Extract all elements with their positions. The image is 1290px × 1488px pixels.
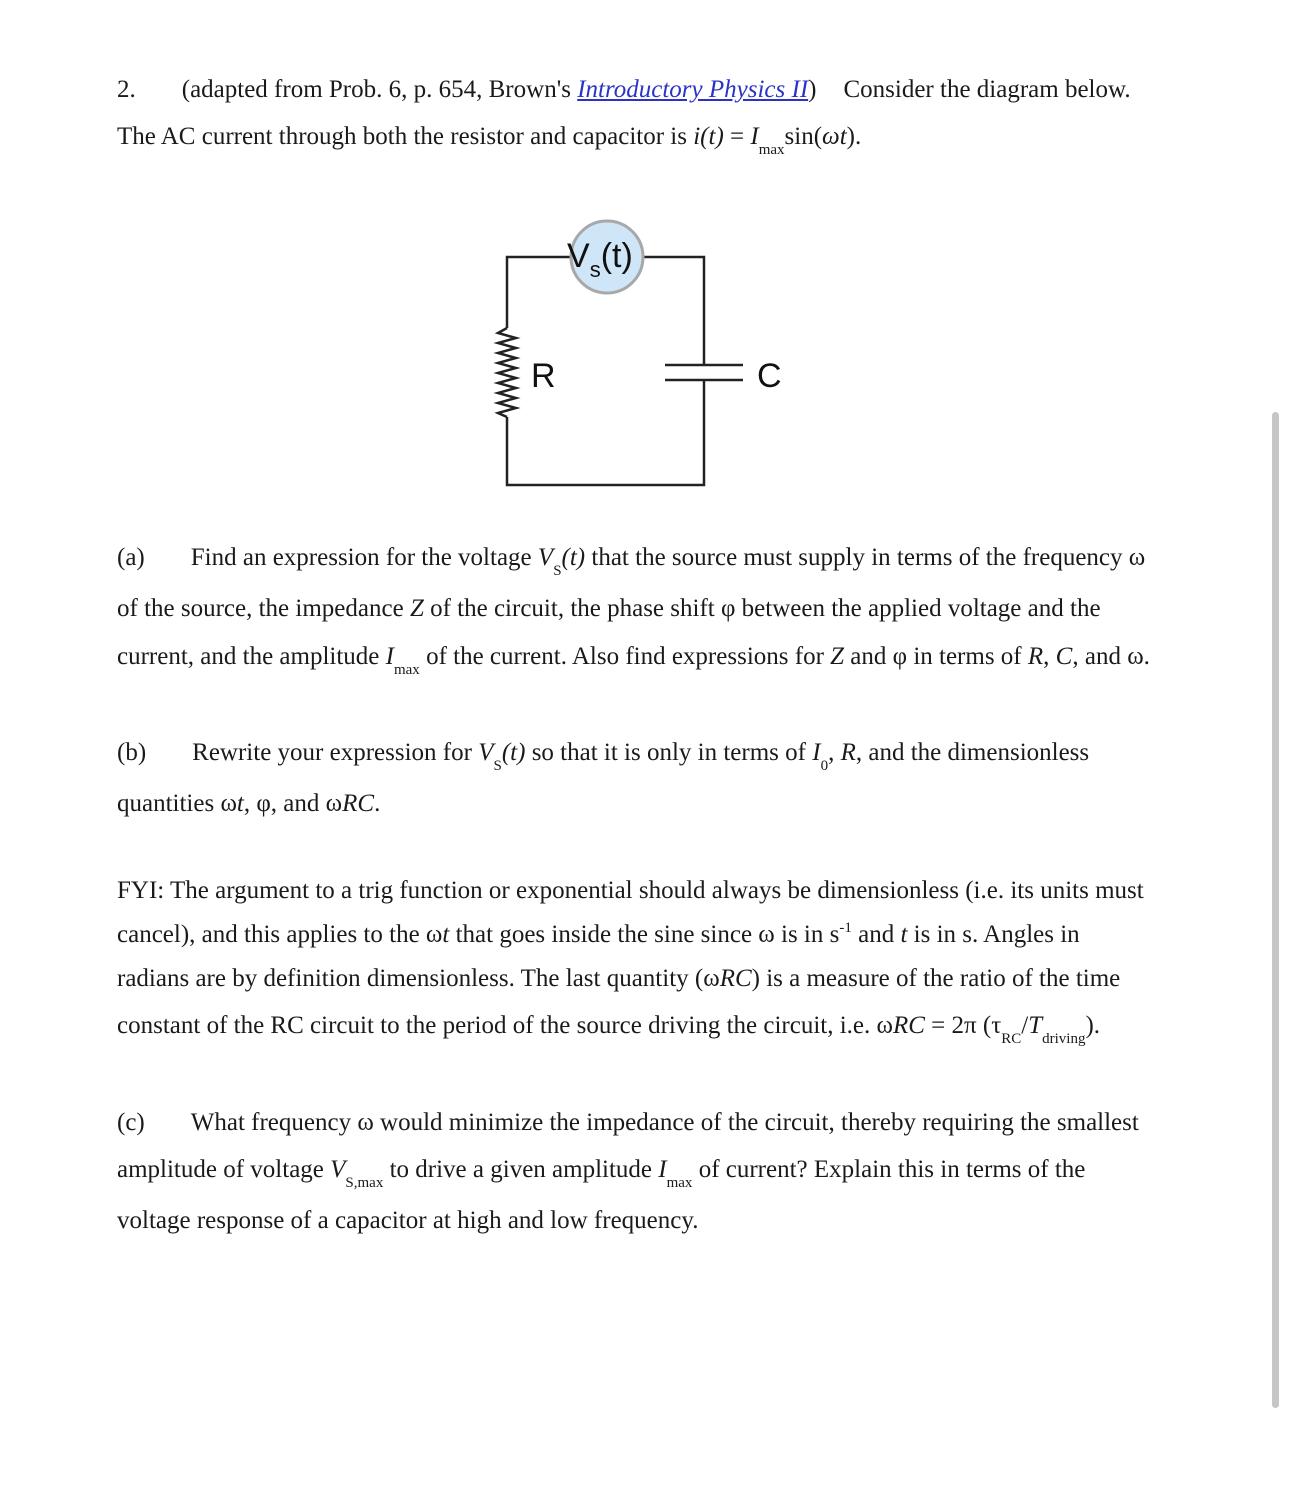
part-c-label: (c) xyxy=(117,1109,145,1136)
fyi-line-1: FYI: The argument to a trig function or exponential should always be dimensionless (i.e. its units must xyxy=(117,877,1144,904)
part-b-label: (b) xyxy=(117,739,147,766)
part-a-line-3: current, and the amplitude $I_{max}$ of the current. Also find expressions for Z and φ in terms of R, C, and ω. xyxy=(117,643,1150,678)
fyi-line-2: cancel), and this applies to the ωt that goes inside the sine since ω is in $s^{-1}$ and t is in s. Angles in xyxy=(117,920,1080,948)
part-c-line-1: (c) What frequency ω would minimize the impedance of the circuit, thereby requiring the smallest xyxy=(117,1109,1139,1136)
part-c-line-3: voltage response of a capacitor at high and low frequency. xyxy=(117,1207,699,1234)
capacitor-label: C xyxy=(757,357,782,395)
problem-number: 2. xyxy=(117,76,136,103)
part-a-label: (a) xyxy=(117,544,145,571)
fyi-line-4: constant of the RC circuit to the period of the source driving the circuit, i.e. ωRC = 2π $(\tau_{RC}/T_{driving})$. xyxy=(117,1012,1101,1047)
fyi-line-3: radians are by definition dimensionless. The last quantity (ωRC) is a measure of the ratio of the time xyxy=(117,965,1121,992)
part-b-line-2: quantities ωt, φ, and ωRC. xyxy=(117,790,381,817)
rc-circuit-diagram xyxy=(470,205,810,495)
part-b-line-1: (b) Rewrite your expression for $V_S(t)$ so that it is only in terms of $I_0$, R, and the dimensionless xyxy=(117,739,1090,774)
problem-line-2: The AC current through both the resistor and capacitor is $i(t) = I_{max}\sin(\omega t)$. xyxy=(117,123,862,158)
book-title-link[interactable]: Introductory Physics II xyxy=(577,76,809,103)
source-label: $V_s(t)$ xyxy=(567,237,633,282)
resistor-label: R xyxy=(531,357,556,395)
problem-line-1: 2. (adapted from Prob. 6, p. 654, Brown's Introductory Physics II) Consider the diagram below. xyxy=(117,76,1131,103)
wire-bottom xyxy=(507,380,704,485)
vertical-scrollbar[interactable] xyxy=(1272,412,1279,1408)
wire-top-right xyxy=(644,257,704,365)
part-a-line-2: of the source, the impedance Z of the circuit, the phase shift φ between the applied voltage and the xyxy=(117,595,1101,622)
resistor-symbol xyxy=(498,328,516,417)
part-c-line-2: amplitude of voltage $V_{S,max}$ to drive a given amplitude $I_{max}$ of current? Explain this in terms of the xyxy=(117,1156,1086,1191)
part-a-line-1: (a) Find an expression for the voltage $V_S(t)$ that the source must supply in terms of the frequency ω xyxy=(117,544,1146,579)
